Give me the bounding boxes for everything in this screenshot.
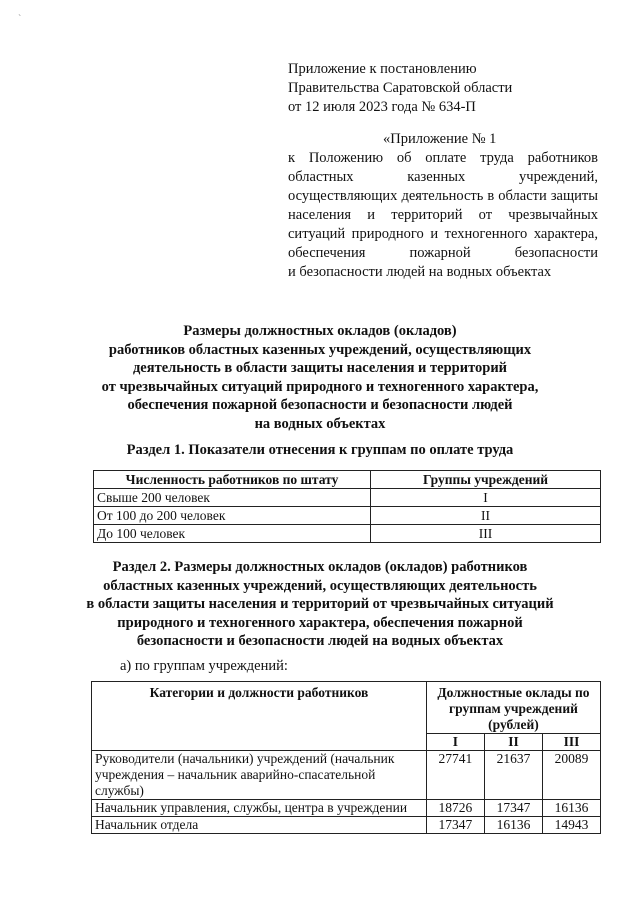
table-cell: 17347	[426, 817, 484, 834]
table-cell: От 100 до 200 человек	[94, 507, 371, 525]
table-cell: 16136	[542, 800, 600, 817]
table-cell: До 100 человек	[94, 525, 371, 543]
appendix-line: населения и территорий от чрезвычайных	[288, 207, 598, 223]
title-line: от чрезвычайных ситуаций природного и техногенного характера,	[101, 378, 539, 395]
section1-title: Раздел 1. Показатели отнесения к группам по оплате труда	[126, 442, 514, 458]
table-cell: I	[371, 489, 601, 507]
appendix-line: обеспечения пожарной безопасности	[288, 245, 598, 261]
group-header: III	[542, 734, 600, 751]
table-row	[92, 751, 601, 800]
table-cell: Свыше 200 человек	[94, 489, 371, 507]
appendix-line: к Положению об оплате труда работников	[288, 150, 598, 166]
appendix-reference	[288, 130, 598, 282]
group-header: I	[426, 734, 484, 751]
header-line: Приложение к постановлению	[288, 61, 477, 77]
header-line: от 12 июля 2023 года № 634-П	[288, 99, 476, 115]
title-line: областных казенных учреждений, осуществляющих деятельность	[103, 577, 537, 594]
title-line: Раздел 2. Размеры должностных окладов (окладов) работников	[112, 559, 528, 575]
column-header: Численность работников по штату	[94, 471, 371, 489]
title-line: в области защиты населения и территорий от чрезвычайных ситуаций	[86, 596, 554, 612]
subheading: а) по группам учреждений:	[120, 658, 288, 674]
table-cell: 27741	[426, 751, 484, 800]
table-cell: 20089	[542, 751, 600, 800]
appendix-line: и безопасности людей на водных объектах	[288, 264, 552, 280]
section2-title	[70, 558, 570, 651]
group-header: II	[484, 734, 542, 751]
column-header-category: Категории и должности работников	[92, 682, 427, 751]
title-line: Размеры должностных окладов (окладов)	[183, 323, 457, 339]
table-cell: 16136	[484, 817, 542, 834]
table-cell: Руководители (начальники) учреждений (начальник учреждения – начальник аварийно-спасательной службы)	[92, 751, 427, 800]
table-row	[92, 817, 601, 834]
table-cell: Начальник управления, службы, центра в учреждении	[92, 800, 427, 817]
appendix-line: осуществляющих деятельность в области защиты	[288, 188, 598, 204]
header-line: Правительства Саратовской области	[288, 80, 513, 96]
appendix-title: «Приложение № 1	[383, 131, 497, 147]
appendix-line: областных казенных учреждений,	[288, 169, 598, 185]
table-cell: 21637	[484, 751, 542, 800]
table-cell: II	[371, 507, 601, 525]
column-header: Группы учреждений	[371, 471, 601, 489]
scan-mark: ˋ	[18, 14, 22, 25]
table-cell: III	[371, 525, 601, 543]
title-line: деятельность в области защиты населения и территорий	[132, 360, 508, 376]
table-row	[92, 800, 601, 817]
table-cell: 14943	[542, 817, 600, 834]
appendix-line: ситуаций природного и техногенного характера,	[288, 226, 598, 242]
groups-table	[93, 470, 601, 543]
title-line: работников областных казенных учреждений, осуществляющих	[108, 341, 532, 358]
table-row	[94, 489, 601, 507]
title-line: обеспечения пожарной безопасности и безопасности людей	[127, 397, 513, 413]
salaries-table	[91, 681, 601, 834]
table-row	[94, 525, 601, 543]
table-row	[94, 507, 601, 525]
title-line: безопасности и безопасности людей на водных объектах	[136, 633, 504, 649]
column-header-salaries: Должностные оклады по группам учреждений (рублей)	[426, 682, 600, 734]
resolution-reference	[288, 60, 598, 117]
title-line: на водных объектах	[254, 415, 386, 432]
title-line: природного и техногенного характера, обеспечения пожарной	[117, 614, 523, 631]
table-cell: 18726	[426, 800, 484, 817]
table-cell: 17347	[484, 800, 542, 817]
table-cell: Начальник отдела	[92, 817, 427, 834]
document-title	[70, 322, 570, 433]
